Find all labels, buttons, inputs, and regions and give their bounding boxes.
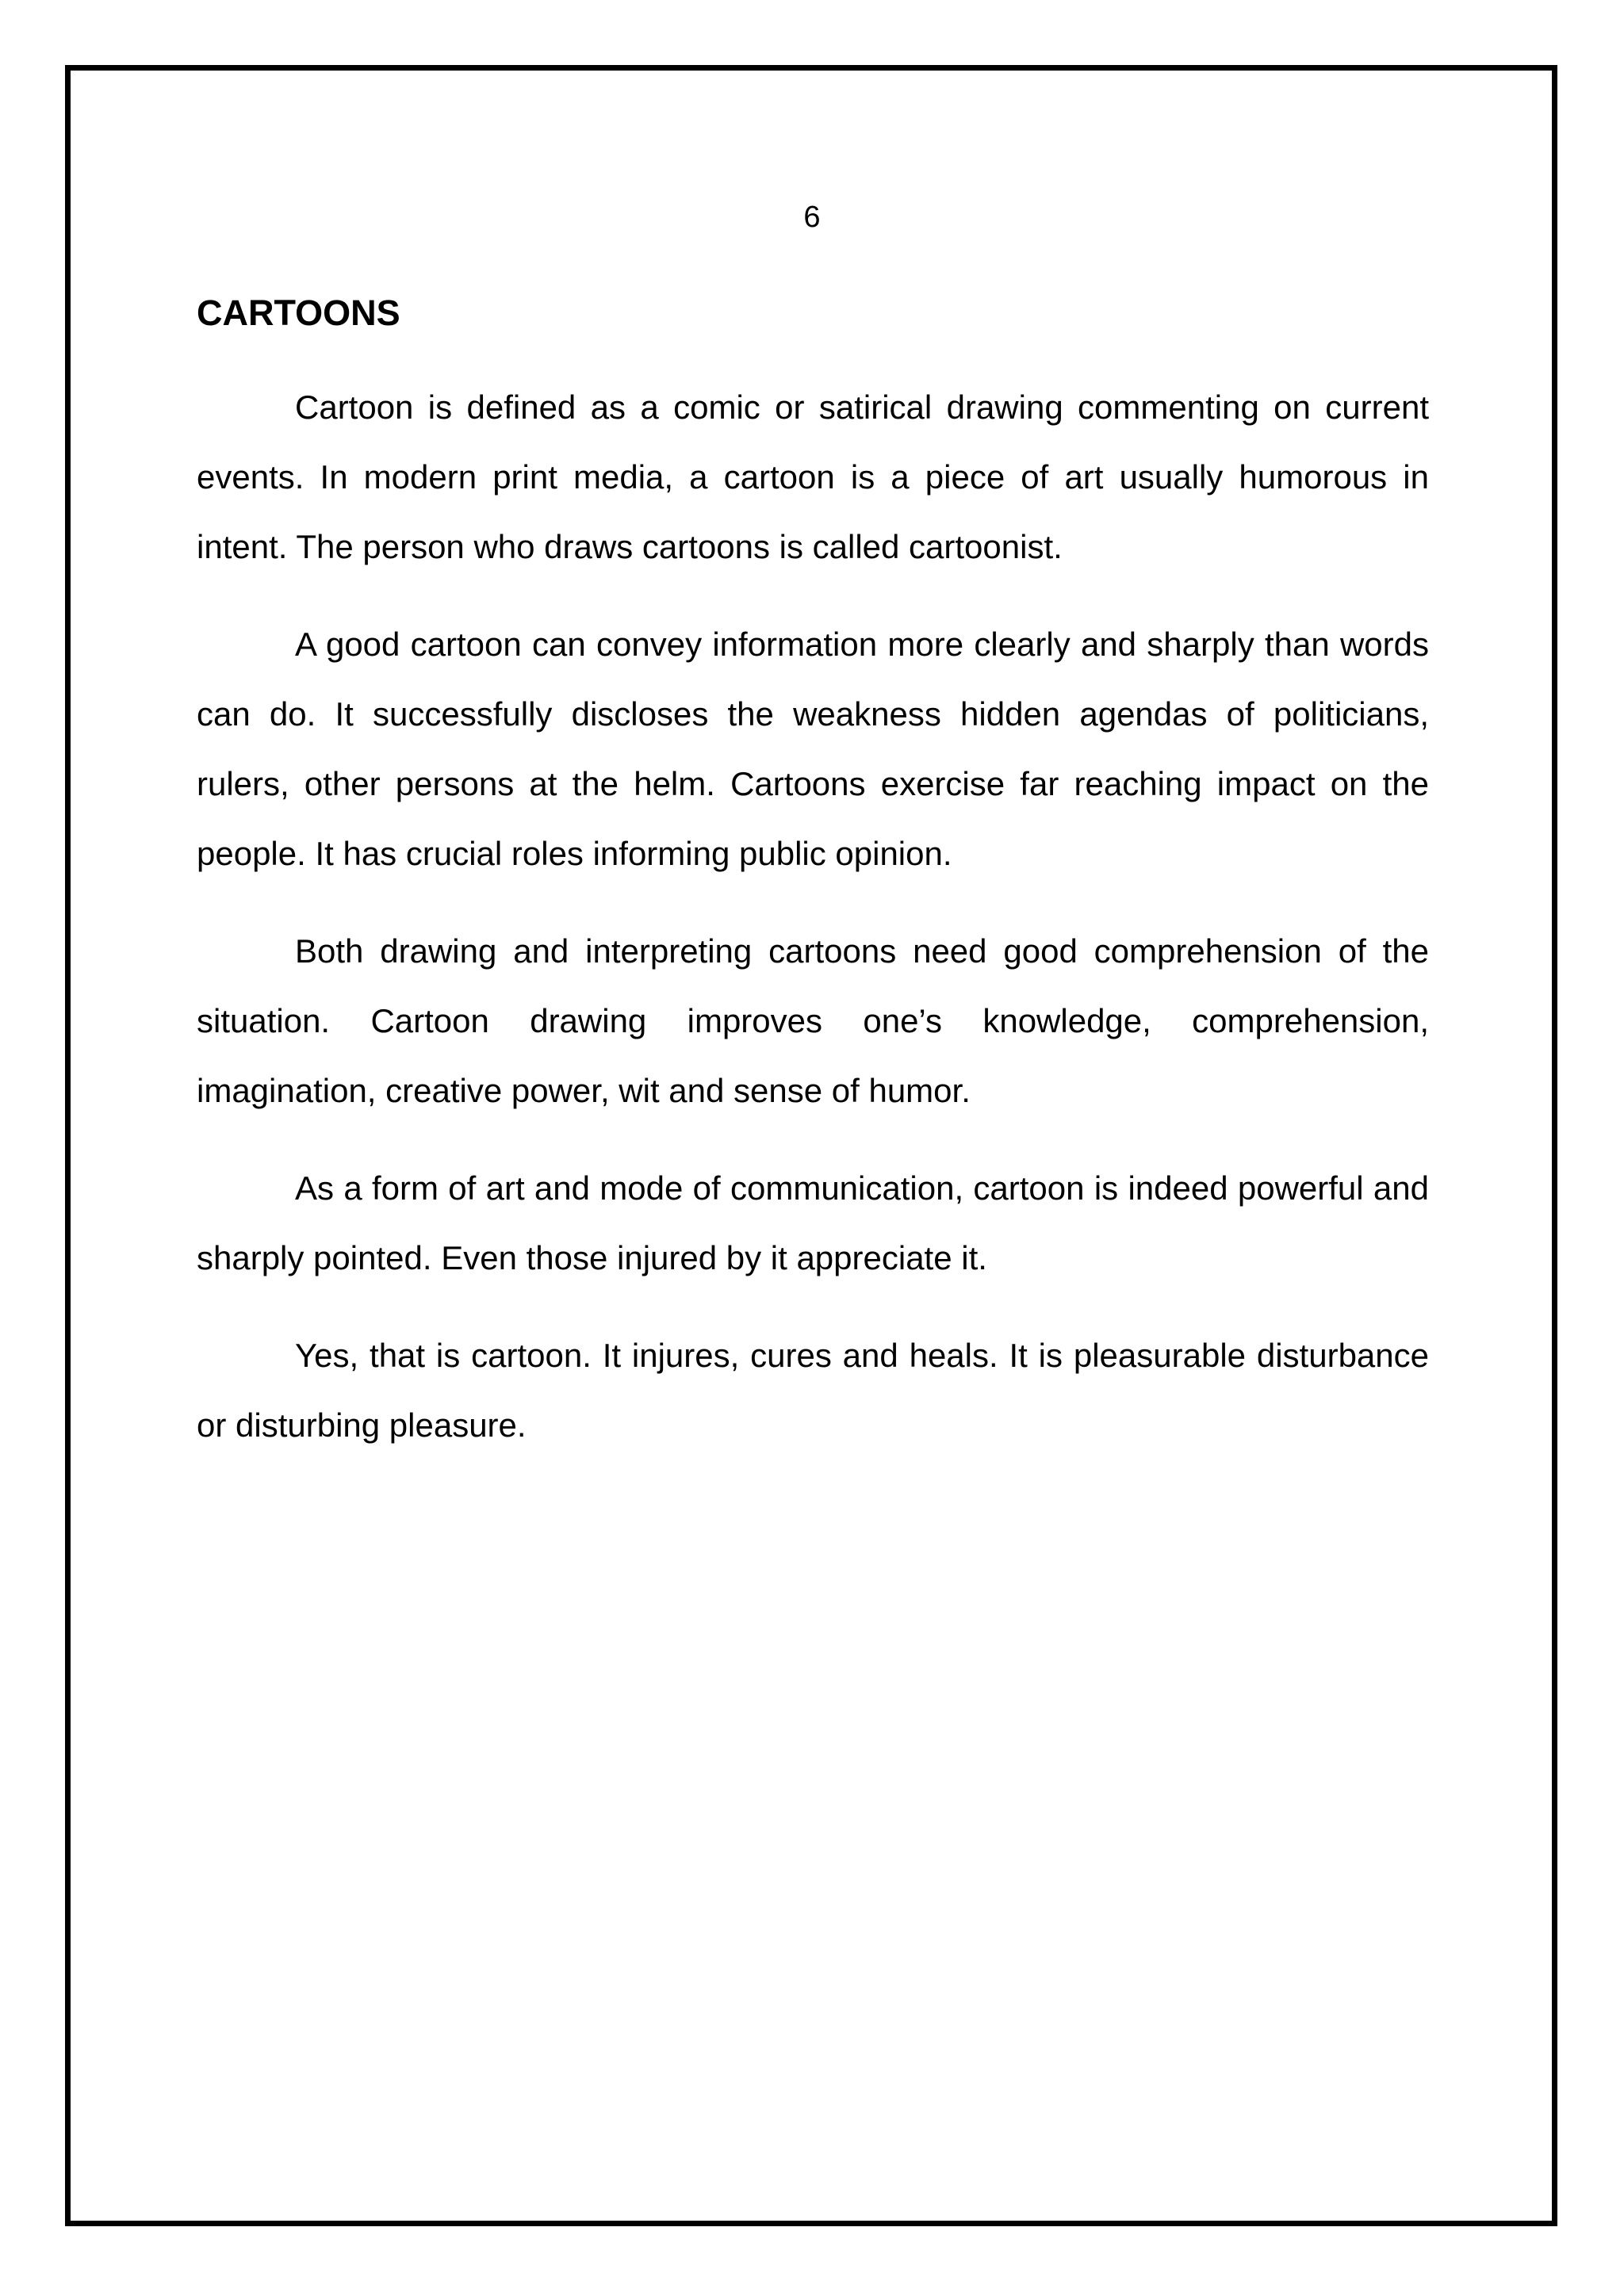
- paragraph-definition: Cartoon is defined as a comic or satirical drawing commenting on current events. In modern print media, a cartoon is a piece of art usually humorous in intent. The person who draws cartoons is called cartoonist.: [197, 388, 1429, 565]
- paragraph-conclusion: Yes, that is cartoon. It injures, cures and heals. It is pleasurable disturbance or disturbing pleasure.: [197, 1337, 1429, 1444]
- document-body: [197, 285, 1429, 1488]
- page-number: 6: [803, 201, 821, 234]
- paragraph-art-form: As a form of art and mode of communication, cartoon is indeed powerful and sharply pointed. Even those injured by it appreciate it.: [197, 1169, 1429, 1276]
- paragraph-comprehension: Both drawing and interpreting cartoons need good comprehension of the situation. Cartoon drawing improves one’s knowledge, comprehension, imagination, creative power, wit and sense of humor.: [197, 932, 1429, 1109]
- paragraph-impact: A good cartoon can convey information more clearly and sharply than words can do. It successfully discloses the weakness hidden agendas of politicians, rulers, other persons at the helm. Cartoons exercise far reaching impact on the people. It has crucial roles informing public opinion.: [197, 626, 1429, 872]
- section-heading: CARTOONS: [197, 293, 400, 333]
